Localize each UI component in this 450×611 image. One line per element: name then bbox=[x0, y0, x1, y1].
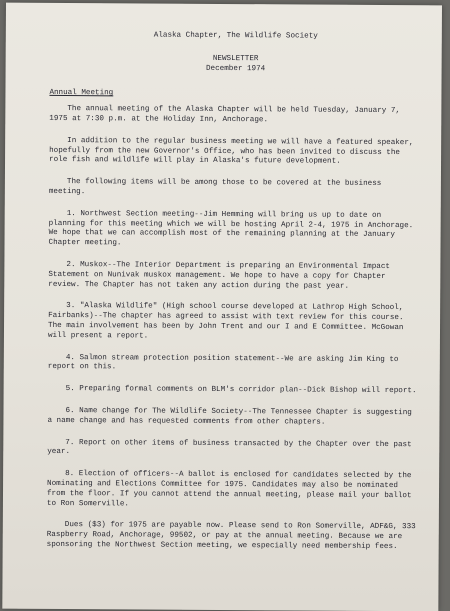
agenda-item: 2. Muskox--The Interior Department is preparing an Environmental Impact Statement on Nunivak muskox management. We hope to have a copy for Chapter review. The Chapter has not taken any action during the past year. bbox=[48, 260, 390, 291]
newsletter-date: December 1974 bbox=[205, 64, 266, 73]
paragraph-dues: Dues ($3) for 1975 are payable now. Please send to Ron Somerville, ADF&G, 333 Raspberry Road, Anchorage, 99502, or pay at the annual meeting. Because we are sponsoring the Northwest Section meeting, we especially need membership fees. bbox=[46, 521, 416, 551]
agenda-item: 7. Report on other items of business transacted by the Chapter over the past year. bbox=[47, 438, 412, 457]
agenda-item: 4. Salmon stream protection position statement--We are asking Jim King to report on this. bbox=[47, 353, 399, 372]
agenda-item: 1. Northwest Section meeting--Jim Hemming will bring us up to date on planning for this meeting which we will be hosting April 2-4, 1975 in Anchorage. We hope that we can accomplish most of the remaining planning at the January Chapter meeting. bbox=[48, 209, 414, 248]
agenda-item: 8. Election of officers--A ballot is enclosed for candidates selected by the Nominating and Elections Committee for 1975. Candidates may also be nominated from the floor. If you cannot attend the annual meeting, please mail your ballot to Ron Somerville. bbox=[46, 470, 412, 508]
paper-sheet bbox=[2, 3, 442, 611]
agenda-item: 3. "Alaska Wildlife" (High school course developed at Lathrop High School, Fairbanks)--The chapter has agreed to assist with text review for this course. The main involvement has been by John Trent and our I and E Committee. McGowan will present a report. bbox=[47, 302, 404, 341]
organization-name: Alaska Chapter, The Wildlife Society bbox=[153, 31, 318, 41]
paragraph-meeting-time: The annual meeting of the Alaska Chapter will be held Tuesday, January 7, 1975 at 7:30 p.m. at the Holiday Inn, Anchorage. bbox=[49, 105, 401, 125]
agenda-item: 6. Name change for The Wildlife Society--The Tennessee Chapter is suggesting a name change and has requested comments from other chapters. bbox=[47, 406, 412, 427]
newsletter-title: NEWSLETTER bbox=[212, 54, 259, 64]
agenda-item: 5. Preparing formal comments on BLM's corridor plan--Dick Bishop will report. bbox=[65, 385, 417, 396]
paragraph-agenda-intro: The following items will be among those to be covered at the business meeting. bbox=[48, 178, 382, 197]
paragraph-featured-speaker: In addition to the regular business meeting we will have a featured speaker, hopefully from the new Governor's Office, who has been invited to discuss the role fish and wildlife will play in Alaska's future development. bbox=[49, 136, 414, 167]
newsletter-document bbox=[47, 31, 422, 565]
section-heading-annual-meeting: Annual Meeting bbox=[49, 89, 114, 98]
